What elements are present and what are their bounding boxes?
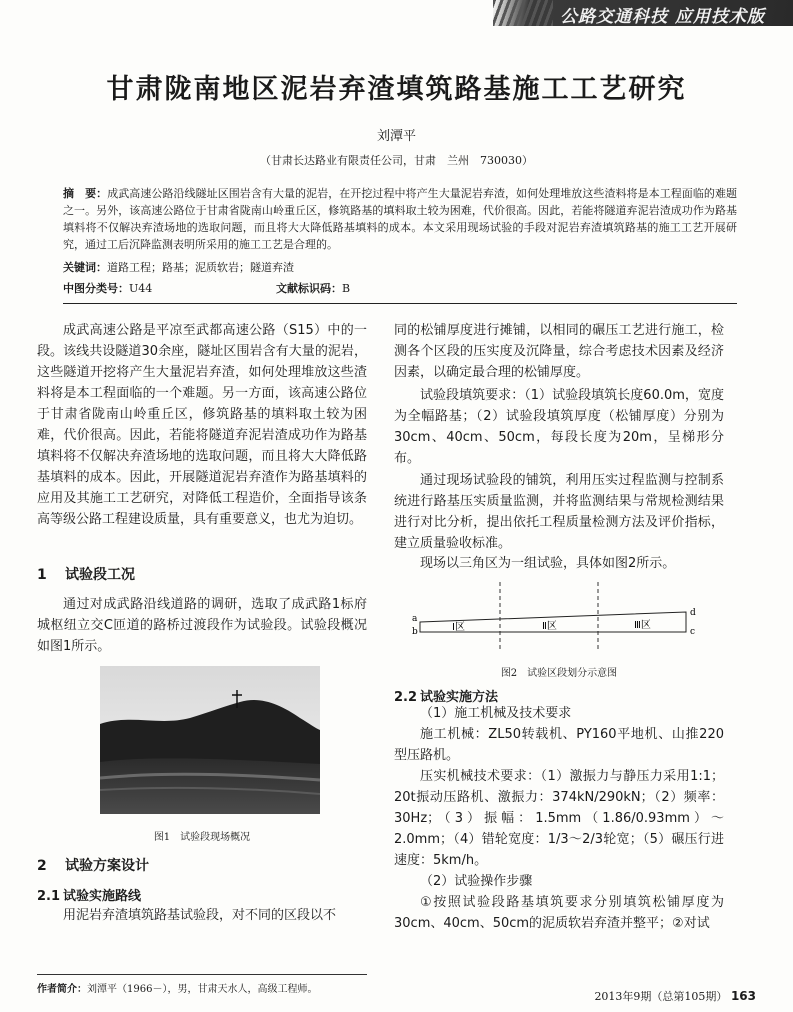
header-divider	[63, 303, 737, 304]
section-2-1-heading	[37, 885, 141, 904]
author-footnote	[37, 974, 367, 995]
right-paragraph-4: 现场以三角区为一组试验，具体如图2所示。	[420, 556, 676, 571]
abstract-text: 成武高速公路沿线隧址区围岩含有大量的泥岩，在开挖过程中将产生大量泥岩弃渣，如何处理堆放这些渣料将是本工程面临的难题之一。另外，该高速公路位于甘肃省陇南山岭重丘区，修筑路基的填料取土较为困难，代价很高。因此，若能将隧道弃泥岩渣成功作为路基填料将不仅解决弃渣场地的选取问题，而且将大大降低路基填料的成本。本文采用现场试验的手段对泥岩弃渣填筑路基的施工工艺开展研究，通过工后沉降监测表明所采用的施工工艺是合理的。	[63, 187, 737, 251]
subsection-2-heading: （2）试验操作步骤	[420, 874, 533, 889]
author-name: 刘潭平	[376, 129, 416, 144]
section-2-2-number: 2.2	[394, 690, 418, 705]
journal-banner-text: 公路交通科技 应用技术版	[560, 7, 765, 26]
section-2-1-number: 2.1	[37, 889, 61, 904]
doc-value: B	[342, 282, 351, 295]
issue-info: 2013年9期（总第105期）	[594, 990, 728, 1003]
right-paragraph-7: ①按照试验段路基填筑要求分别填筑松铺厚度为30cm、40cm、50cm的泥质软岩弃渣并整平；②对试	[394, 895, 724, 931]
keywords	[63, 259, 737, 275]
doc-code	[276, 280, 350, 296]
site-photo	[100, 666, 320, 814]
journal-banner	[493, 0, 793, 26]
zone-1-label: Ⅰ区	[452, 622, 465, 633]
section-1-heading	[37, 564, 135, 584]
corner-d: d	[690, 608, 696, 618]
intro-paragraph: 成武高速公路是平凉至武都高速公路（S15）中的一段。该线共设隧道30余座，隧址区围岩含有大量的泥岩，这些隧道开挖将产生大量泥岩弃渣，如何处理堆放这些渣料将是本工程面临的一个难题。另一方面，该高速公路位于甘肃省陇南山岭重丘区，修筑路基的填料取土较为困难，代价很高。因此，若能将隧道弃泥岩渣成功作为路基填料将不仅解决弃渣场地的选取问题，而且将大大降低路基填料的成本。因此，开展隧道泥岩弃渣作为路基填料的应用及其施工工艺研究，对降低工程造价，全面指导该条高等级公路工程建设质量，具有重要意义，也尤为迫切。	[37, 323, 367, 527]
keywords-label: 关键词：	[63, 261, 107, 274]
page-number: 163	[730, 989, 756, 1003]
corner-a: a	[412, 614, 418, 624]
section-1-number: 1	[37, 567, 47, 583]
right-paragraph-3: 通过现场试验段的铺筑，利用压实过程监测与控制系统进行路基压实质量监测，并将监测结果与常规检测结果进行对比分析，提出依托工程质量检测方法及评价指标，建立质量验收标准。	[394, 473, 724, 551]
zone-diagram	[408, 580, 718, 660]
paper-title: 甘肃陇南地区泥岩弃渣填筑路基施工工艺研究	[106, 74, 687, 105]
subsection-1-heading: （1）施工机械及技术要求	[420, 706, 572, 721]
section-2-1-paragraph: 用泥岩弃渣填筑路基试验段，对不同的区段以不	[63, 908, 337, 923]
corner-b: b	[412, 627, 418, 637]
abstract	[63, 185, 737, 253]
doc-label: 文献标识码：	[276, 282, 342, 295]
footnote-text: 刘潭平（1966－），男，甘肃天水人，高级工程师。	[87, 984, 318, 995]
right-paragraph-5: 施工机械：ZL50转载机、PY160平地机、山推220型压路机。	[394, 727, 724, 763]
clc-label: 中图分类号：	[63, 282, 129, 295]
corner-c: c	[690, 627, 696, 637]
figure-1-caption: 图1 试验段现场概况	[153, 832, 251, 843]
site-photo-drawing	[100, 666, 320, 814]
section-2-1-title: 试验实施路线	[63, 889, 142, 904]
right-paragraph-2: 试验段填筑要求：（1）试验段填筑长度60.0m，宽度为全幅路基；（2）试验段填筑厚度（松铺厚度）分别为30cm、40cm、50cm，每段长度为20m，呈梯形分布。	[394, 388, 724, 466]
section-2-title: 试验方案设计	[65, 858, 149, 874]
page-footer	[594, 988, 756, 1004]
zone-3-label: Ⅲ区	[634, 620, 651, 631]
zone-diagram-drawing	[408, 580, 718, 660]
figure-2-caption: 图2 试验区段划分示意图	[500, 668, 618, 679]
banner-stripes	[493, 0, 553, 26]
clc-value: U44	[129, 282, 153, 295]
right-paragraph-1: 同的松铺厚度进行摊铺，以相同的碾压工艺进行施工，检测各个区段的压实度及沉降量，综合考虑技术因素及经济因素，以确定最合理的松铺厚度。	[394, 323, 724, 380]
section-1-title: 试验段工况	[65, 567, 135, 583]
section-1-paragraph: 通过对成武路沿线道路的调研，选取了成武路1标府城枢纽立交C匝道的路桥过渡段作为试验段。试验段概况如图1所示。	[37, 597, 367, 654]
right-paragraph-6: 压实机械技术要求：（1）激振力与静压力采用1:1；20t振动压路机、激振力：374kN/290kN；（2）频率：30Hz；（3）振幅：1.5mm（1.86/0.93mm）～2.0mm；（4）错轮宽度：1/3～2/3轮宽；（5）碾压行进速度：5km/h。	[394, 769, 724, 868]
section-2-heading	[37, 855, 149, 875]
section-2-number: 2	[37, 858, 47, 874]
zone-2-label: Ⅱ区	[542, 621, 557, 632]
keywords-text: 道路工程；路基；泥质软岩；隧道弃渣	[107, 261, 294, 274]
classification-row	[63, 280, 737, 296]
author-affiliation: （甘肃长达路业有限责任公司，甘肃 兰州 730030）	[260, 154, 533, 167]
section-2-2-title: 试验实施方法	[420, 690, 499, 705]
abstract-label: 摘 要：	[63, 187, 108, 200]
footnote-label: 作者简介：	[37, 984, 87, 995]
